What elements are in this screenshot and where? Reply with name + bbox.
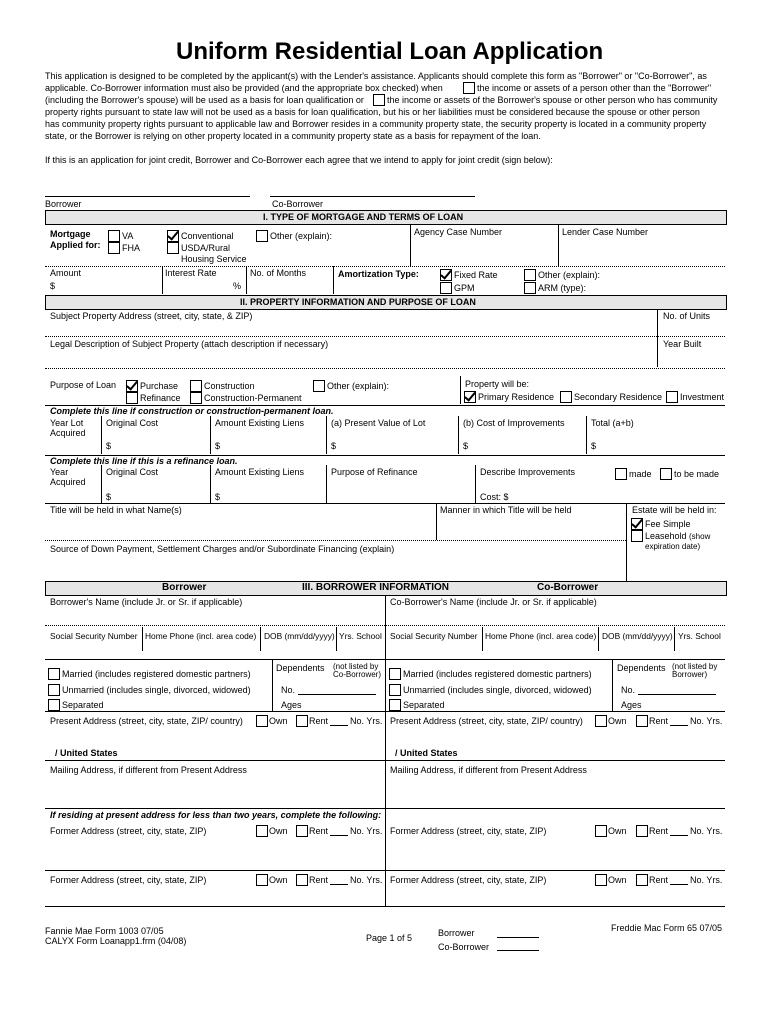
va-checkbox[interactable] xyxy=(108,230,120,242)
fixed-rate-checkbox[interactable] xyxy=(440,269,452,281)
const-perm-label: Construction-Permanent xyxy=(204,393,302,403)
not-listed-label: (not listed by xyxy=(333,662,379,671)
total-label: Total (a+b) xyxy=(591,418,634,428)
amount-label: Amount xyxy=(50,268,82,278)
divider xyxy=(586,416,587,454)
va-label: VA xyxy=(122,231,134,241)
intro-line: the income or assets of a person other than the "Borrower" xyxy=(477,83,712,93)
fee-simple-checkbox[interactable] xyxy=(631,518,643,530)
present-address-label: Present Address (street, city, state, ZIP/ country) xyxy=(50,716,243,726)
former-rent-checkbox[interactable] xyxy=(296,825,308,837)
former-address-label-2: Former Address (street, city, state, ZIP) xyxy=(50,875,207,885)
divider xyxy=(458,416,459,454)
co-unmarried-label: Unmarried (includes single, divorced, widowed) xyxy=(403,685,592,695)
divider xyxy=(657,309,658,367)
to-be-made-checkbox[interactable] xyxy=(660,468,672,480)
usda-label-2: Housing Service xyxy=(181,254,247,264)
divider xyxy=(410,224,411,267)
page-number: Page 1 of 5 xyxy=(366,933,413,943)
yrs-school-label: Yrs. School xyxy=(339,631,382,641)
other-mortgage-checkbox[interactable] xyxy=(256,230,268,242)
freddie-form-label: Freddie Mac Form 65 07/05 xyxy=(611,923,723,933)
own-label: Own xyxy=(269,875,288,885)
title-name-label: Title will be held in what Name(s) xyxy=(50,505,182,515)
divider xyxy=(142,627,143,651)
other-amort-label: Other (explain): xyxy=(538,270,601,280)
divider xyxy=(475,465,476,503)
own-label: Own xyxy=(269,826,288,836)
co-ssn-label: Social Security Number xyxy=(390,631,478,641)
orig-cost-label: Original Cost xyxy=(106,467,159,477)
cost-label: Cost: $ xyxy=(480,492,509,502)
co-own-label: Own xyxy=(608,716,627,726)
conventional-checkbox[interactable] xyxy=(167,230,179,242)
gpm-label: GPM xyxy=(454,283,475,293)
divider xyxy=(674,627,675,651)
units-label: No. of Units xyxy=(663,311,711,321)
primary-residence-label: Primary Residence xyxy=(478,392,555,402)
divider xyxy=(612,659,613,711)
rent-label: Rent xyxy=(309,716,329,726)
footer-coborrower-label: Co-Borrower xyxy=(438,942,490,952)
secondary-residence-checkbox[interactable] xyxy=(560,391,572,403)
acquired-label: Acquired xyxy=(50,428,86,438)
dollar-sign: $ xyxy=(215,441,221,451)
interest-pct: % xyxy=(233,281,242,291)
expiration-label: expiration date) xyxy=(645,542,701,551)
phone-label: Home Phone (incl. area code) xyxy=(145,631,257,641)
co-former2-own-checkbox[interactable] xyxy=(595,874,607,886)
dependents-no-label: No. xyxy=(281,685,296,695)
purpose-label: Purpose of Loan xyxy=(50,380,117,390)
existing-liens-label: Amount Existing Liens xyxy=(215,418,305,428)
divider xyxy=(333,266,334,294)
investment-label: Investment xyxy=(680,392,725,402)
dollar-sign: $ xyxy=(591,441,597,451)
fha-checkbox[interactable] xyxy=(108,242,120,254)
no-yrs-label: No. Yrs. xyxy=(350,875,383,885)
row-divider xyxy=(45,540,626,541)
co-rent-line[interactable] xyxy=(670,725,688,726)
co-no-yrs-label: No. Yrs. xyxy=(690,716,723,726)
row-divider xyxy=(45,266,725,267)
usda-checkbox[interactable] xyxy=(167,242,179,254)
rent-label: Rent xyxy=(309,826,329,836)
legal-desc-label: Legal Description of Subject Property (attach description if necessary) xyxy=(50,339,329,349)
manner-label: Manner in which Title will be held xyxy=(440,505,572,515)
divider xyxy=(101,416,102,454)
source-down-payment-label: Source of Down Payment, Settlement Charges and/or Subordinate Financing (explain) xyxy=(50,544,395,554)
co-ages-label: Ages xyxy=(621,700,642,710)
purpose-other-label: Other (explain): xyxy=(327,381,390,391)
divider xyxy=(436,503,437,540)
mortgage-label: Mortgage xyxy=(50,229,91,239)
refinance-label: Refinance xyxy=(140,393,181,403)
rent-label: Rent xyxy=(649,875,669,885)
row-divider xyxy=(45,870,725,871)
co-dependents-no-line[interactable] xyxy=(638,694,716,695)
no-yrs-label: No. Yrs. xyxy=(690,875,723,885)
two-years-note: If residing at present address for less than two years, complete the following: xyxy=(50,810,382,820)
co-former-address-label: Former Address (street, city, state, ZIP) xyxy=(390,826,547,836)
divider xyxy=(460,376,461,404)
leasehold-label: Leasehold xyxy=(645,531,687,541)
separated-label: Separated xyxy=(62,700,104,710)
not-listed-label-2: Co-Borrower) xyxy=(333,670,382,679)
divider xyxy=(162,266,163,294)
former-own-checkbox[interactable] xyxy=(256,825,268,837)
former2-rent-checkbox[interactable] xyxy=(296,874,308,886)
former2-own-checkbox[interactable] xyxy=(256,874,268,886)
co-rent-checkbox[interactable] xyxy=(636,715,648,727)
co-not-listed-label: (not listed by xyxy=(672,662,718,671)
rent-line[interactable] xyxy=(670,835,688,836)
fixed-rate-label: Fixed Rate xyxy=(454,270,498,280)
row-divider xyxy=(45,503,725,504)
co-country-label: / United States xyxy=(395,748,458,758)
describe-improvements-label: Describe Improvements xyxy=(480,467,576,477)
no-yrs-label: No. Yrs. xyxy=(690,826,723,836)
coborrower-col-title: Co-Borrower xyxy=(537,582,599,593)
borrower-name-label: Borrower's Name (include Jr. or Sr. if applicable) xyxy=(50,597,243,607)
row-divider xyxy=(45,368,725,369)
refinance-line-note: Complete this line if this is a refinance loan. xyxy=(50,456,238,466)
rent-line[interactable] xyxy=(330,725,348,726)
amortization-label: Amortization Type: xyxy=(338,269,419,279)
cost-improvements-label: (b) Cost of Improvements xyxy=(463,418,565,428)
section-1-title: I. TYPE OF MORTGAGE AND TERMS OF LOAN xyxy=(263,212,464,222)
rent-line[interactable] xyxy=(330,884,348,885)
made-checkbox[interactable] xyxy=(615,468,627,480)
no-yrs-label: No. Yrs. xyxy=(350,826,383,836)
existing-liens-label: Amount Existing Liens xyxy=(215,467,305,477)
separated-checkbox[interactable] xyxy=(48,699,60,711)
center-divider xyxy=(385,595,386,906)
agency-case-label: Agency Case Number xyxy=(414,227,503,237)
row-divider xyxy=(45,336,725,337)
row-divider xyxy=(45,625,725,626)
row-divider xyxy=(45,808,725,809)
ages-label: Ages xyxy=(281,700,302,710)
intro-line: has community property rights pursuant to applicable law and Borrower resides in a community property state, the security property is located in a community property xyxy=(45,119,707,129)
dollar-sign: $ xyxy=(106,441,112,451)
divider xyxy=(210,465,211,503)
other-amort-checkbox[interactable] xyxy=(524,269,536,281)
usda-label: USDA/Rural xyxy=(181,243,231,253)
lender-case-label: Lender Case Number xyxy=(562,227,649,237)
divider xyxy=(260,627,261,651)
to-be-made-label: to be made xyxy=(674,469,720,479)
section-2-title: II. PROPERTY INFORMATION AND PURPOSE OF LOAN xyxy=(240,297,476,307)
own-label: Own xyxy=(608,826,627,836)
gpm-checkbox[interactable] xyxy=(440,282,452,294)
row-divider xyxy=(45,711,725,712)
purchase-label: Purchase xyxy=(140,381,179,391)
arm-label: ARM (type): xyxy=(538,283,587,293)
arm-checkbox[interactable] xyxy=(524,282,536,294)
coborrower-sig-label: Co-Borrower xyxy=(272,199,324,209)
co-married-label: Married (includes registered domestic partners) xyxy=(403,669,592,679)
intro-line: property rights pursuant to state law will not be used as a basis for loan qualification, but his or her liabilities must be considered because the spouse or other person xyxy=(45,107,700,117)
co-mailing-address-label: Mailing Address, if different from Present Address xyxy=(390,765,587,775)
refi-purpose-label: Purpose of Refinance xyxy=(331,467,418,477)
page-title: Uniform Residential Loan Application xyxy=(176,38,604,65)
unmarried-label: Unmarried (includes single, divorced, widowed) xyxy=(62,685,251,695)
row-divider xyxy=(45,906,725,907)
purchase-checkbox[interactable] xyxy=(126,380,138,392)
divider xyxy=(482,627,483,651)
divider xyxy=(272,659,273,711)
borrower-signature-line[interactable] xyxy=(45,196,250,197)
divider xyxy=(326,465,327,503)
show-label: (show xyxy=(689,532,711,541)
dollar-sign: $ xyxy=(215,492,221,502)
no-yrs-label: No. Yrs. xyxy=(350,716,383,726)
divider xyxy=(598,627,599,651)
present-value-label: (a) Present Value of Lot xyxy=(331,418,426,428)
construction-line-note: Complete this line if construction or construction-permanent loan. xyxy=(50,406,334,416)
interest-label: Interest Rate xyxy=(165,268,217,278)
co-yrs-school-label: Yrs. School xyxy=(678,631,721,641)
coborrower-initials-line[interactable] xyxy=(497,950,539,951)
rent-checkbox[interactable] xyxy=(296,715,308,727)
footer-borrower-label: Borrower xyxy=(438,928,475,938)
acquired-label: Acquired xyxy=(50,477,86,487)
investment-checkbox[interactable] xyxy=(666,391,678,403)
intro-line: This application is designed to be completed by the applicant(s) with the Lender's assistance. Applicants should complete this form as "Borrower" or "Co-Borrower", as xyxy=(45,71,707,81)
divider xyxy=(326,416,327,454)
divider xyxy=(558,224,559,267)
coborrower-info-checkbox[interactable] xyxy=(463,82,475,94)
calyx-form-label: CALYX Form Loanapp1.frm (04/08) xyxy=(45,936,187,946)
country-label: / United States xyxy=(55,748,118,758)
subject-address-label: Subject Property Address (street, city, state, & ZIP) xyxy=(50,311,253,321)
co-phone-label: Home Phone (incl. area code) xyxy=(485,631,597,641)
construction-label: Construction xyxy=(204,381,255,391)
orig-cost-label: Original Cost xyxy=(106,418,159,428)
intro-line: the income or assets of the Borrower's spouse or other person who has community xyxy=(387,95,718,105)
own-label: Own xyxy=(269,716,288,726)
co-former-rent-checkbox[interactable] xyxy=(636,825,648,837)
year-built-label: Year Built xyxy=(663,339,702,349)
conventional-label: Conventional xyxy=(181,231,234,241)
dependents-no-line[interactable] xyxy=(298,694,376,695)
dollar-sign: $ xyxy=(463,441,469,451)
intro-line: (including the Borrower's spouse) will be used as a basis for loan qualification or xyxy=(45,95,364,105)
married-label: Married (includes registered domestic partners) xyxy=(62,669,251,679)
rent-line[interactable] xyxy=(330,835,348,836)
refinance-checkbox[interactable] xyxy=(126,392,138,404)
row-divider xyxy=(45,760,725,761)
divider xyxy=(246,266,247,294)
borrower-initials-line[interactable] xyxy=(497,937,539,938)
months-label: No. of Months xyxy=(250,268,307,278)
row-divider xyxy=(45,659,725,660)
co-dependents-no-label: No. xyxy=(621,685,636,695)
amount-dollar: $ xyxy=(50,281,56,291)
section-3-title: III. BORROWER INFORMATION xyxy=(302,582,450,593)
own-checkbox[interactable] xyxy=(256,715,268,727)
ssn-label: Social Security Number xyxy=(50,631,138,641)
coborrower-signature-line[interactable] xyxy=(270,196,475,197)
divider xyxy=(210,416,211,454)
property-will-be-label: Property will be: xyxy=(465,379,530,389)
rent-label: Rent xyxy=(309,875,329,885)
intro-line: applicable. Co-Borrower information must also be provided (and the appropriate box checked) when xyxy=(45,83,443,93)
rent-line[interactable] xyxy=(670,884,688,885)
construction-checkbox[interactable] xyxy=(190,380,202,392)
made-label: made xyxy=(629,469,652,479)
year-lot-label: Year Lot xyxy=(50,418,84,428)
borrower-sig-label: Borrower xyxy=(45,199,82,209)
joint-credit-text: If this is an application for joint credit, Borrower and Co-Borrower each agree that we intend to apply for joint credit (sign below): xyxy=(45,155,553,165)
former-address-label: Former Address (street, city, state, ZIP) xyxy=(50,826,207,836)
co-married-checkbox[interactable] xyxy=(389,668,401,680)
estate-label: Estate will be held in: xyxy=(632,505,717,515)
co-rent-label: Rent xyxy=(649,716,669,726)
fha-label: FHA xyxy=(122,243,140,253)
divider xyxy=(336,627,337,651)
coborrower-name-label: Co-Borrower's Name (include Jr. or Sr. if applicable) xyxy=(390,597,597,607)
fannie-form-label: Fannie Mae Form 1003 07/05 xyxy=(45,926,164,936)
own-label: Own xyxy=(608,875,627,885)
unmarried-checkbox[interactable] xyxy=(48,684,60,696)
divider xyxy=(626,503,627,581)
dependents-label: Dependents xyxy=(276,663,325,673)
leasehold-checkbox[interactable] xyxy=(631,530,643,542)
co-own-checkbox[interactable] xyxy=(595,715,607,727)
co-former-address-label-2: Former Address (street, city, state, ZIP) xyxy=(390,875,547,885)
divider xyxy=(101,465,102,503)
co-not-listed-label-2: Borrower) xyxy=(672,670,708,679)
mailing-address-label: Mailing Address, if different from Present Address xyxy=(50,765,247,775)
rent-label: Rent xyxy=(649,826,669,836)
spouse-income-checkbox[interactable] xyxy=(373,94,385,106)
co-former-own-checkbox[interactable] xyxy=(595,825,607,837)
fee-simple-label: Fee Simple xyxy=(645,519,691,529)
co-former2-rent-checkbox[interactable] xyxy=(636,874,648,886)
co-separated-label: Separated xyxy=(403,700,445,710)
const-perm-checkbox[interactable] xyxy=(190,392,202,404)
dollar-sign: $ xyxy=(331,441,337,451)
secondary-residence-label: Secondary Residence xyxy=(574,392,663,402)
year-label: Year xyxy=(50,467,69,477)
co-dependents-label: Dependents xyxy=(617,663,666,673)
dob-label: DOB (mm/dd/yyyy) xyxy=(264,631,335,641)
dollar-sign: $ xyxy=(106,492,112,502)
intro-line: state, or the Borrower is relying on other property located in a community property state as a basis for repayment of the loan. xyxy=(45,131,541,141)
co-separated-checkbox[interactable] xyxy=(389,699,401,711)
co-unmarried-checkbox[interactable] xyxy=(389,684,401,696)
other-mortgage-label: Other (explain): xyxy=(270,231,333,241)
applied-label: Applied for: xyxy=(50,240,101,250)
purpose-other-checkbox[interactable] xyxy=(313,380,325,392)
primary-residence-checkbox[interactable] xyxy=(464,391,476,403)
married-checkbox[interactable] xyxy=(48,668,60,680)
co-present-address-label: Present Address (street, city, state, ZIP/ country) xyxy=(390,716,583,726)
borrower-col-title: Borrower xyxy=(162,582,207,593)
co-dob-label: DOB (mm/dd/yyyy) xyxy=(602,631,673,641)
